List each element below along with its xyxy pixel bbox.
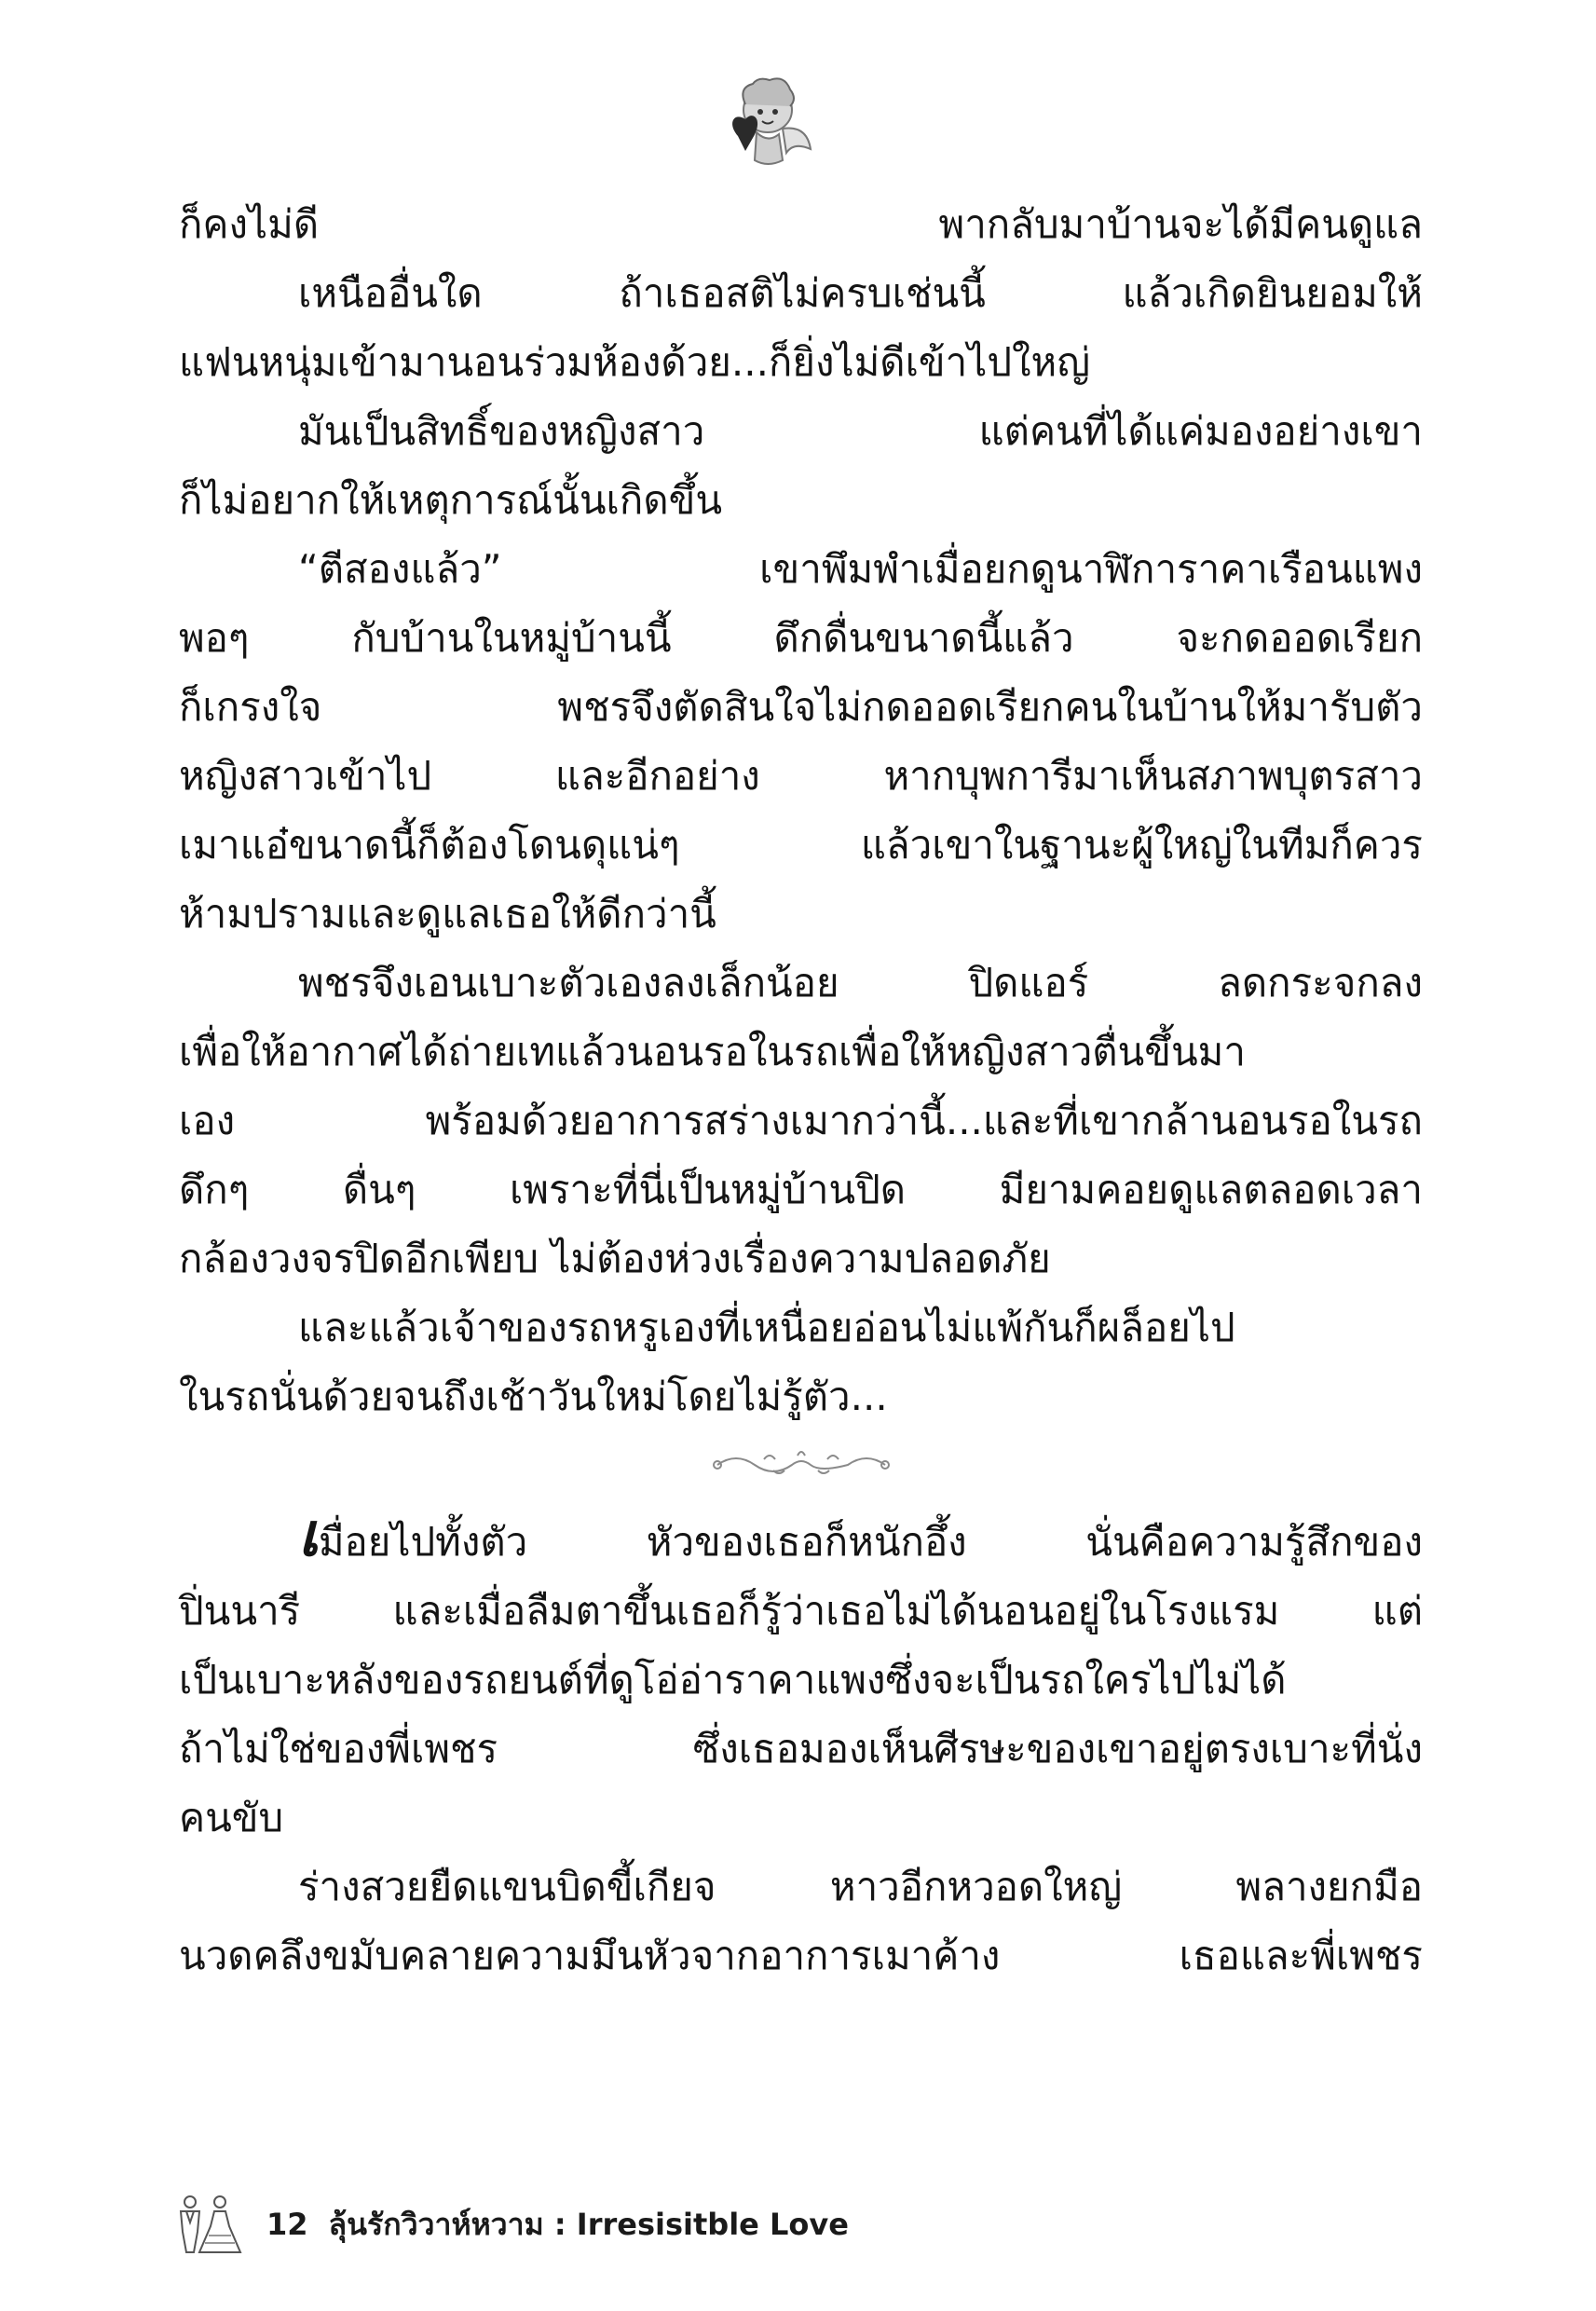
text-line: พอๆ กับบ้านในหมู่บ้านนี้ ดึกดื่นขนาดนี้แล้ว จะกดออดเรียก [179, 615, 1423, 661]
drop-cap: เ [298, 1501, 319, 1570]
text-line: เมาแอ๋ขนาดนี้ก็ต้องโดนดุแน่ๆ แล้วเขาในฐานะผู้ใหญ่ในทีมก็ควร [179, 822, 1423, 868]
text-line: พชรจึงเอนเบาะตัวเองลงเล็กน้อย ปิดแอร์ ลดกระจกลง [298, 960, 1423, 1005]
text-line [179, 1501, 1423, 1573]
page-body [179, 194, 1423, 1994]
text-line: เป็นเบาะหลังของรถยนต์ที่ดูโอ่อ่าราคาแพงซึ่งจะเป็นรถใครไปไม่ได้ [179, 1657, 1287, 1702]
section-divider [179, 1435, 1423, 1491]
text-line: ก็คงไม่ดี พากลับมาบ้านจะได้มีคนดูแล [179, 201, 1423, 247]
text-line: “ตีสองแล้ว” เขาพึมพำเมื่อยกดูนาฬิการาคาเรือนแพง [298, 546, 1423, 592]
text-line: ร่างสวยยืดแขนบิดขี้เกียจ หาวอีกหวอดใหญ่ พลางยกมือ [298, 1864, 1423, 1909]
page-number: 12 [266, 2206, 308, 2242]
cupid-holding-heart-icon [710, 67, 822, 179]
text-line: คนขับ [179, 1795, 284, 1840]
floral-divider-icon [708, 1444, 894, 1482]
text-line: เหนืออื่นใด ถ้าเธอสติไม่ครบเช่นนี้ แล้วเกิดยินยอมให้ [298, 270, 1423, 316]
text-line: ก็ไม่อยากให้เหตุการณ์นั้นเกิดขึ้น [179, 477, 723, 523]
bride-groom-icon [168, 2195, 242, 2254]
first-line-text: มื่อยไปทั้งตัว หัวของเธอก็หนักอึ้ง นั่นคือความรู้สึกของ [318, 1519, 1423, 1565]
text-line: เอง พร้อมด้วยอาการสร่างเมากว่านี้...และที่เขากล้านอนรอในรถ [179, 1098, 1423, 1143]
text-line: กล้องวงจรปิดอีกเพียบ ไม่ต้องห่วงเรื่องความปลอดภัย [179, 1236, 1051, 1281]
page-footer [168, 2192, 849, 2257]
text-line: และแล้วเจ้าของรถหรูเองที่เหนื่อยอ่อนไม่แพ้กันก็ผล็อยไป [298, 1305, 1235, 1350]
text-line: แฟนหนุ่มเข้ามานอนร่วมห้องด้วย...ก็ยิ่งไม่ดีเข้าไปใหญ่ [179, 339, 1090, 385]
book-title: ลุ้นรักวิวาห์หวาม : Irresisitble Love [328, 2206, 849, 2242]
text-line: ห้ามปรามและดูแลเธอให้ดีกว่านี้ [179, 891, 716, 937]
text-line: ดึกๆ ดื่นๆ เพราะที่นี่เป็นหมู่บ้านปิด มียามคอยดูแลตลอดเวลา [179, 1167, 1423, 1212]
text-line: หญิงสาวเข้าไป และอีกอย่าง หากบุพการีมาเห็นสภาพบุตรสาว [179, 753, 1423, 799]
text-line: มันเป็นสิทธิ์ของหญิงสาว แต่คนที่ได้แค่มองอย่างเขา [298, 408, 1423, 454]
text-line: ในรถนั่นด้วยจนถึงเช้าวันใหม่โดยไม่รู้ตัว... [179, 1374, 888, 1419]
text-line: เพื่อให้อากาศได้ถ่ายเทแล้วนอนรอในรถเพื่อให้หญิงสาวตื่นขึ้นมา [179, 1029, 1246, 1074]
text-line: ปิ่นนารี และเมื่อลืมตาขึ้นเธอก็รู้ว่าเธอไม่ได้นอนอยู่ในโรงแรม แต่ [179, 1588, 1423, 1634]
text-line: ก็เกรงใจ พชรจึงตัดสินใจไม่กดออดเรียกคนในบ้านให้มารับตัว [179, 684, 1423, 730]
text-line: นวดคลึงขมับคลายความมึนหัวจากอาการเมาค้าง เธอและพี่เพชร [179, 1933, 1423, 1978]
text-line: ถ้าไม่ใช่ของพี่เพชร ซึ่งเธอมองเห็นศีรษะของเขาอยู่ตรงเบาะที่นั่ง [179, 1726, 1423, 1771]
